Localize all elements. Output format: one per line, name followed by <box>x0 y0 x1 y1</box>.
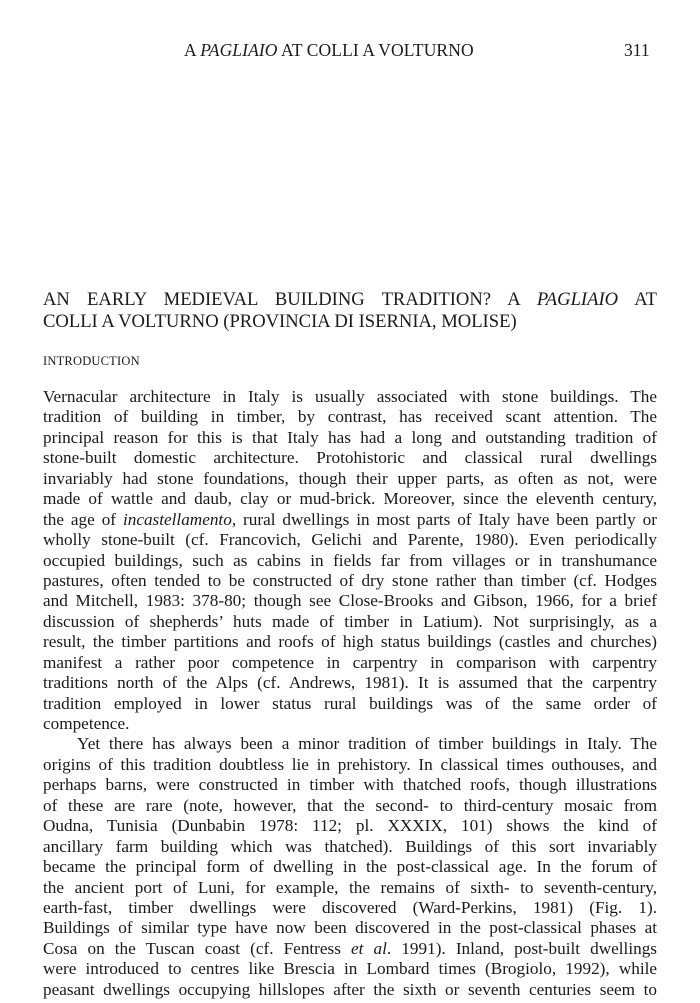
article-title-line-2: COLLI A VOLTURNO (PROVINCIA DI ISERNIA, MOLISE) <box>43 310 517 332</box>
title-text: AT <box>618 289 657 310</box>
body-text-run: Cosa on the Tuscan coast (cf. Fentress <box>43 938 352 958</box>
body-line: the ancient port of Luni, for example, the remains of sixth- to seventh-century, <box>43 877 657 897</box>
body-line: tradition employed in lower status rural buildings was of the same order of <box>43 693 657 713</box>
body-line: Vernacular architecture in Italy is usually associated with stone buildings. The <box>43 387 657 406</box>
body-line: Buildings of similar type have now been discovered in the post-classical phases at <box>43 918 657 938</box>
page-number: 311 <box>624 40 650 60</box>
body-text-run: . 1991). Inland, post-built dwellings <box>386 938 657 958</box>
body-line: pastures, often tended to be constructed of dry stone rather than timber (cf. Hodges <box>43 570 657 590</box>
body-text <box>43 387 657 1000</box>
body-line <box>43 510 657 530</box>
body-line: Oudna, Tunisia (Dunbabin 1978: 112; pl. XXXIX, 101) shows the kind of <box>43 816 657 836</box>
section-heading: INTRODUCTION <box>43 354 140 368</box>
running-title-prefix: A <box>184 40 201 60</box>
body-text-run: , rural dwellings in most parts of Italy have been partly or <box>231 509 657 529</box>
body-line: ancillary farm building which was thatched). Buildings of this sort invariably <box>43 836 657 856</box>
article-title-line-1 <box>43 289 657 311</box>
body-line: earth-fast, timber dwellings were discovered (Ward-Perkins, 1981) (Fig. 1). <box>43 897 657 917</box>
body-italic-term: et al <box>351 938 387 958</box>
body-line: peasant dwellings occupying hillslopes after the sixth or seventh centuries seem to <box>43 979 657 999</box>
body-line: competence. <box>43 714 130 733</box>
body-line: principal reason for this is that Italy has had a long and outstanding tradition of <box>43 427 657 447</box>
body-line: discussion of shepherds’ huts made of timber in Latium). Not surprisingly, as a <box>43 611 657 631</box>
body-line: were introduced to centres like Brescia in Lombard times (Brogiolo, 1992), while <box>43 959 657 979</box>
body-italic-term: incastellamento <box>122 509 232 529</box>
body-text-run: the age of <box>43 509 123 529</box>
title-text: AN EARLY MEDIEVAL BUILDING TRADITION? A <box>43 289 537 310</box>
body-line: perhaps barns, were constructed in timber with thatched roofs, though illustrations <box>43 775 657 795</box>
running-title <box>184 40 474 61</box>
title-italic: PAGLIAIO <box>536 289 619 310</box>
body-line: traditions north of the Alps (cf. Andrews, 1981). It is assumed that the carpentry <box>43 673 657 693</box>
body-line: and Mitchell, 1983: 378-80; though see Close-Brooks and Gibson, 1966, for a brief <box>43 591 657 611</box>
body-line: occupied buildings, such as cabins in fields far from villages or in transhumance <box>43 550 657 570</box>
body-line: origins of this tradition doubtless lie in prehistory. In classical times outhouses, and <box>43 754 657 774</box>
body-line: made of wattle and daub, clay or mud-brick. Moreover, since the eleventh century, <box>43 489 657 509</box>
running-title-italic: PAGLIAIO <box>200 40 278 60</box>
body-line: manifest a rather poor competence in carpentry in comparison with carpentry <box>43 652 657 672</box>
body-line-paragraph-start: Yet there has always been a minor tradition of timber buildings in Italy. The <box>77 734 657 754</box>
body-line: of these are rare (note, however, that the second- to third-century mosaic from <box>43 795 657 815</box>
body-line: tradition of building in timber, by contrast, has received scant attention. The <box>43 407 657 427</box>
body-line: result, the timber partitions and roofs of high status buildings (castles and churches) <box>43 632 657 652</box>
body-line: became the principal form of dwelling in the post-classical age. In the forum of <box>43 857 657 877</box>
body-line: invariably had stone foundations, though their upper parts, as often as not, were <box>43 468 657 488</box>
running-head <box>0 40 700 62</box>
running-title-suffix: AT COLLI A VOLTURNO <box>277 40 474 60</box>
body-line: wholly stone-built (cf. Francovich, Gelichi and Parente, 1980). Even periodically <box>43 530 657 550</box>
body-line <box>43 939 657 959</box>
body-line: stone-built domestic architecture. Protohistoric and classical rural dwellings <box>43 448 657 468</box>
article-title <box>43 289 657 332</box>
